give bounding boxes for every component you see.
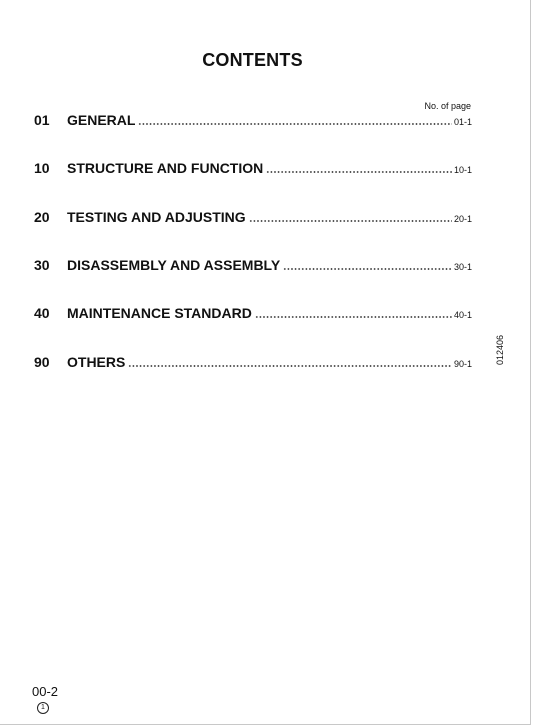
footer-page-number: 00-2 <box>32 684 59 699</box>
toc-entry-page: 30-1 <box>453 262 472 272</box>
toc-entry-label: MAINTENANCE STANDARD <box>67 305 252 321</box>
toc-entry-number: 40 <box>34 305 50 321</box>
dot-leader <box>128 357 452 367</box>
dot-leader <box>255 308 452 318</box>
toc-entry-page: 10-1 <box>453 165 472 175</box>
toc-entry-label: DISASSEMBLY AND ASSEMBLY <box>67 257 281 273</box>
toc-entry-label: GENERAL <box>67 112 136 128</box>
page-title: CONTENTS <box>202 50 303 70</box>
toc-entry-number: 20 <box>34 209 50 225</box>
revision-mark: 1 <box>37 702 49 714</box>
toc-entry-page: 01-1 <box>453 117 472 127</box>
toc-entry-number: 10 <box>34 160 50 176</box>
toc-entry-number: 01 <box>34 112 50 128</box>
toc-entry-others[interactable] <box>34 354 472 372</box>
toc-entry-label: STRUCTURE AND FUNCTION <box>67 160 264 176</box>
toc-entry-maintenance-standard[interactable] <box>34 305 472 323</box>
toc-entry-page: 20-1 <box>453 214 472 224</box>
toc-entry-label: OTHERS <box>67 354 126 370</box>
toc-entry-label: TESTING AND ADJUSTING <box>67 209 246 225</box>
dot-leader <box>266 163 452 173</box>
page-column-header: No. of page <box>424 101 471 111</box>
toc-entry-number: 30 <box>34 257 50 273</box>
toc-entry-number: 90 <box>34 354 50 370</box>
dot-leader <box>249 212 452 222</box>
dot-leader <box>138 115 452 125</box>
toc-entry-page: 90-1 <box>453 359 472 369</box>
toc-entry-page: 40-1 <box>453 310 472 320</box>
document-code <box>490 330 510 370</box>
toc-entry-structure-and-function[interactable] <box>34 160 472 178</box>
toc-entry-disassembly-and-assembly[interactable] <box>34 257 472 275</box>
toc-entry-testing-and-adjusting[interactable] <box>34 209 472 227</box>
dot-leader <box>283 260 452 270</box>
document-code-text: 012406 <box>495 334 505 366</box>
toc-entry-general[interactable] <box>34 112 472 130</box>
